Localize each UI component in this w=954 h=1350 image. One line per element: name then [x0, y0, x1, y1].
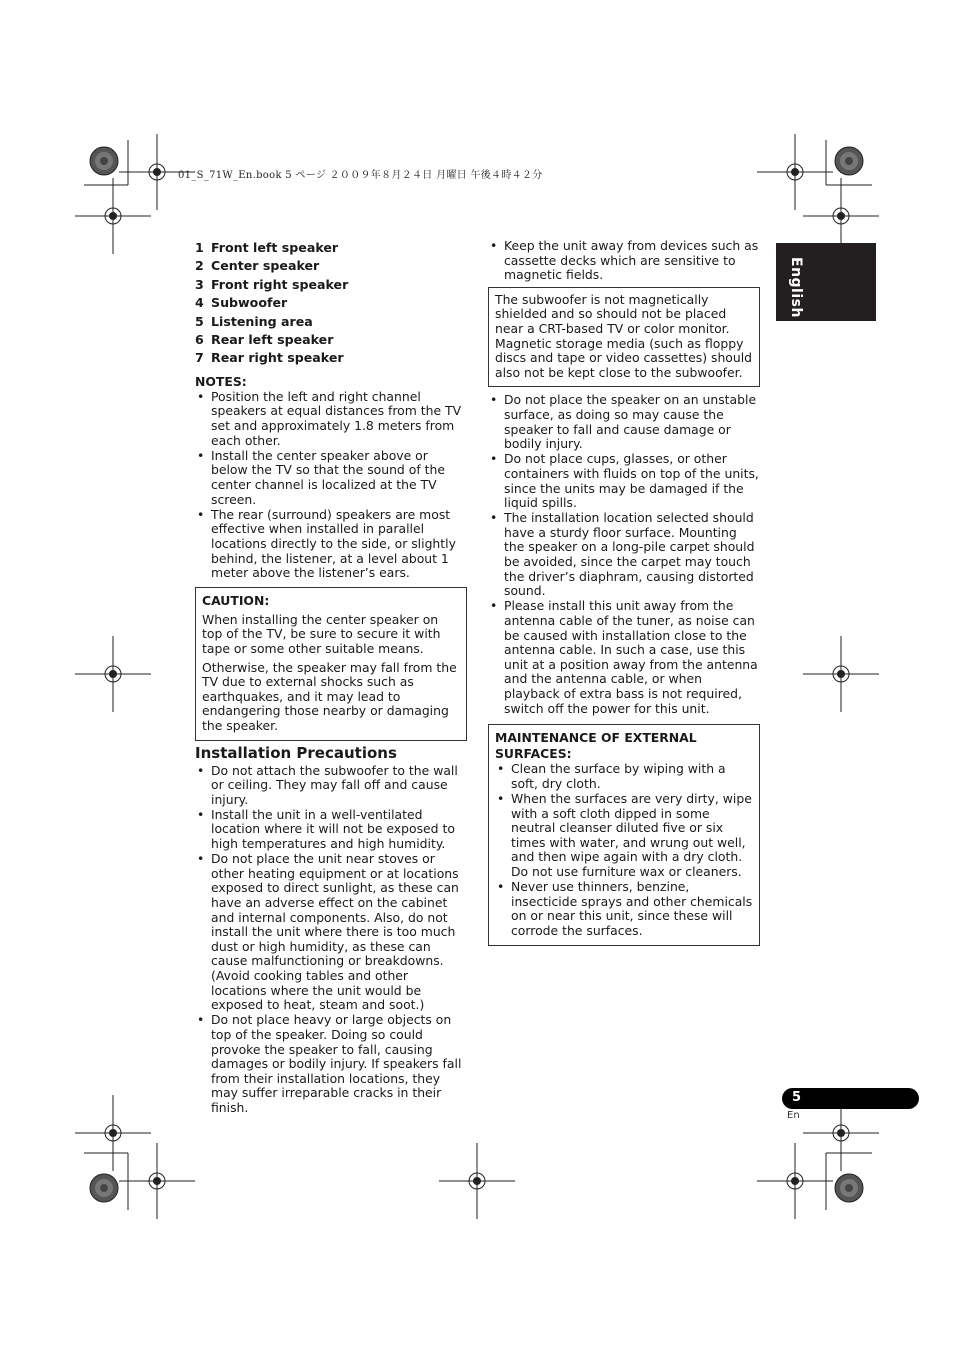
print-file-header: 01_S_71W_En.book 5 ページ ２００９年８月２４日 月曜日 午後４時４２分: [178, 170, 543, 181]
registration-cross-icon: [75, 636, 151, 712]
precaution-item: • The installation location selected should have a sturdy floor surface. Mounting the speaker on a long-pile carpet should be avoided, since the carpet may touch the driver’s diaphram, causing distorted sound.: [488, 511, 760, 599]
page-number-badge: [782, 1088, 919, 1109]
maintenance-box: [488, 724, 760, 946]
speaker-list-item: 4 Subwoofer: [195, 295, 288, 311]
caution-box: [195, 587, 467, 741]
registration-cross-icon: [757, 1143, 833, 1219]
registration-cross-icon: [803, 636, 879, 712]
speaker-list-item: 6 Rear left speaker: [195, 332, 334, 348]
precaution-list: [488, 393, 760, 716]
maintenance-heading: MAINTENANCE OF EXTERNAL SURFACES:: [495, 730, 697, 762]
page-language-code: En: [787, 1110, 800, 1121]
installation-item: • Do not attach the subwoofer to the wall or ceiling. They may fall off and cause injury.: [195, 764, 467, 808]
registration-cross-icon: [439, 1143, 515, 1219]
maintenance-item: • When the surfaces are very dirty, wipe with a soft cloth dipped in some neutral cleanser diluted five or six times with water, and wrung out well, and then wipe again with a dry cloth. Do not use furniture wax or cleaners.: [495, 792, 753, 880]
registration-cross-icon: [119, 1143, 195, 1219]
speaker-list-item: 5 Listening area: [195, 313, 313, 329]
right-column: [488, 239, 760, 946]
caution-paragraph: Otherwise, the speaker may fall from the TV due to external shocks such as earthquakes, and it may lead to endangering those nearby or damaging the speaker.: [202, 659, 457, 733]
registration-star-icon: [835, 1174, 863, 1202]
maintenance-item: • Clean the surface by wiping with a soft, dry cloth.: [495, 762, 753, 791]
registration-cross-icon: [757, 134, 833, 210]
magnetic-shield-box: [488, 287, 760, 388]
caution-heading: CAUTION:: [202, 592, 270, 608]
precaution-item: • Do not place cups, glasses, or other containers with fluids on top of the units, since the units may be damaged if the liquid spills.: [488, 452, 760, 510]
note-item: • Position the left and right channel speakers at equal distances from the TV set and approximately 1.8 meters from each other.: [195, 390, 467, 448]
installation-precautions-title: Installation Precautions: [195, 743, 397, 762]
speaker-list-item: 7 Rear right speaker: [195, 350, 344, 366]
language-tab-label: English: [788, 257, 804, 318]
registration-cross-icon: [75, 1095, 151, 1171]
maintenance-list: [495, 762, 753, 938]
notes-heading: NOTES:: [195, 373, 247, 389]
precaution-item: • Please install this unit away from the antenna cable of the tuner, as noise can be caused with installation close to the antenna cable. In such a case, use this unit at a position away from the antenna and the antenna cable, or when playback of extra bass is not required, switch off the power for this unit.: [488, 599, 760, 716]
caution-paragraph: When installing the center speaker on top of the TV, be sure to secure it with tape or some other suitable means.: [202, 611, 441, 656]
note-item: • Install the center speaker above or below the TV so that the sound of the center channel is localized at the TV screen.: [195, 449, 467, 507]
speaker-list-item: 2 Center speaker: [195, 258, 320, 274]
installation-item: • Install the unit in a well-ventilated location where it will not be exposed to high temperatures and high humidity.: [195, 808, 467, 852]
installation-list: [195, 764, 467, 1116]
registration-star-icon: [90, 147, 118, 175]
registration-star-icon: [90, 1174, 118, 1202]
maintenance-item: • Never use thinners, benzine, insecticide sprays and other chemicals on or near this unit, since these will corrode the surfaces.: [495, 880, 753, 938]
magnetic-bullet-list: [488, 239, 760, 283]
installation-item: • Do not place heavy or large objects on top of the speaker. Doing so could provoke the speaker to fall, causing damages or bodily injury. If speakers fall from their installation locations, they may suffer irreparable cracks in their finish.: [195, 1013, 467, 1115]
precaution-item: • Keep the unit away from devices such as cassette decks which are sensitive to magnetic fields.: [488, 239, 760, 283]
speaker-list-item: 3 Front right speaker: [195, 276, 349, 292]
precaution-item: • Do not place the speaker on an unstable surface, as doing so may cause the speaker to fall and cause damage or bodily injury.: [488, 393, 760, 451]
note-item: • The rear (surround) speakers are most effective when installed in parallel locations directly to the side, or slightly behind, the listener, at a level about 1 meter above the listener’s ears.: [195, 508, 467, 581]
speaker-list-item: 1 Front left speaker: [195, 240, 339, 255]
registration-star-icon: [835, 147, 863, 175]
page-number: 5: [792, 1090, 802, 1105]
magnetic-shield-text: The subwoofer is not magnetically shielded and so should not be placed near a CRT-based TV or color monitor. Magnetic storage media (such as floppy discs and tape or video cassettes) should also not be kept close to the subwoofer.: [495, 291, 753, 380]
left-column: [195, 239, 467, 1116]
registration-cross-icon: [75, 178, 151, 254]
speaker-list: [195, 239, 467, 368]
language-tab: [776, 243, 876, 321]
notes-list: [195, 390, 467, 581]
installation-item: • Do not place the unit near stoves or other heating equipment or at locations exposed to direct sunlight, as these can have an adverse effect on the cabinet and internal components. Also, do not install the unit where there is too much dust or high humidity, as these can cause malfunctioning or breakdowns. (Avoid cooking tables and other locations where the unit would be exposed to heat, steam and soot.): [195, 852, 467, 1013]
